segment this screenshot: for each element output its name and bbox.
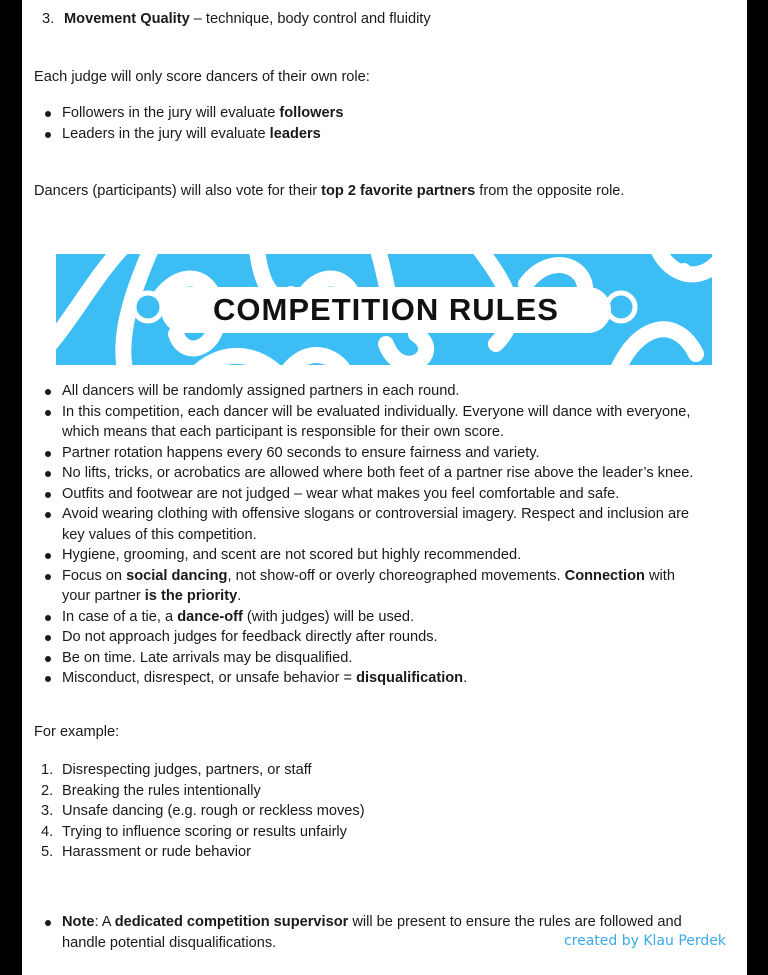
partner-vote-note: Dancers (participants) will also vote for their top 2 favorite partners from the opposite role.: [34, 183, 625, 199]
list-item: 4. Trying to influence scoring or results unfairly: [41, 823, 347, 840]
rule-item: Do not approach judges for feedback directly after rounds.: [34, 627, 704, 648]
rule-item: Hygiene, grooming, and scent are not scored but highly recommended.: [34, 545, 704, 566]
list-item: Note: A dedicated competition supervisor will be present to ensure the rules are followed and handle potential disqualifications.: [34, 912, 704, 953]
role-list: [34, 103, 704, 144]
rule-item: In case of a tie, a dance-off (with judges) will be used.: [34, 607, 704, 628]
competition-rules-banner: [56, 254, 712, 365]
list-item: Leaders in the jury will evaluate leaders: [34, 124, 704, 145]
list-item: 2. Breaking the rules intentionally: [41, 782, 261, 799]
rule-item: Misconduct, disrespect, or unsafe behavior = disqualification.: [34, 668, 704, 689]
rule-item: All dancers will be randomly assigned partners in each round.: [34, 381, 704, 402]
rule-item: Outfits and footwear are not judged – wear what makes you feel comfortable and safe.: [34, 484, 704, 505]
rules-list: [34, 381, 704, 689]
criterion-description: – technique, body control and fluidity: [189, 11, 431, 27]
author-credit: created by Klau Perdek: [563, 933, 726, 949]
list-number: 3.: [42, 11, 55, 27]
examples-list: [34, 760, 704, 863]
rule-item: Focus on social dancing, not show-off or overly choreographed movements. Connection with your partner is the priority.: [34, 566, 704, 607]
banner-title-pill: [161, 287, 611, 333]
list-item: 1. Disrespecting judges, partners, or staff: [41, 762, 312, 778]
scoring-criterion-3: [34, 9, 704, 30]
rule-item: No lifts, tricks, or acrobatics are allowed where both feet of a partner rise above the leader’s knee.: [34, 463, 704, 484]
list-item: 3. Unsafe dancing (e.g. rough or reckless moves): [41, 803, 365, 819]
examples-intro: For example:: [34, 724, 120, 740]
criterion-title: Movement Quality: [64, 11, 190, 27]
rule-item: Partner rotation happens every 60 seconds to ensure fairness and variety.: [34, 443, 704, 464]
own-role-intro: Each judge will only score dancers of their own role:: [34, 69, 370, 85]
banner-title: COMPETITION RULES: [213, 292, 559, 327]
rule-item: Be on time. Late arrivals may be disqualified.: [34, 648, 704, 669]
rule-item: Avoid wearing clothing with offensive slogans or controversial imagery. Respect and inclusion are key values of this competition.: [34, 504, 704, 545]
list-item: 5. Harassment or rude behavior: [41, 844, 251, 860]
list-item: Followers in the jury will evaluate followers: [34, 103, 704, 124]
rule-item: In this competition, each dancer will be evaluated individually. Everyone will dance with everyone, which means that each participant is responsible for their own score.: [34, 402, 704, 443]
